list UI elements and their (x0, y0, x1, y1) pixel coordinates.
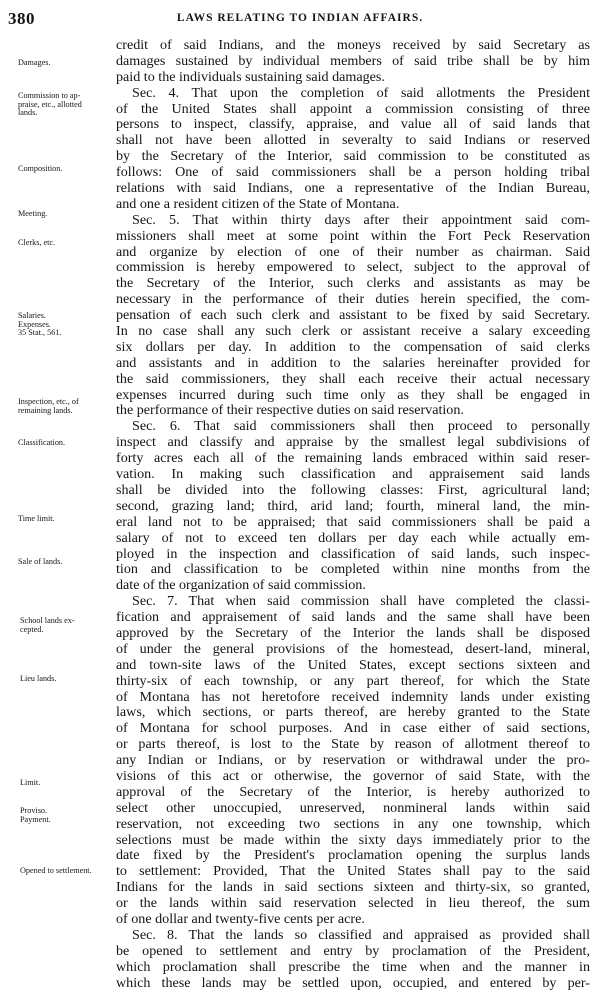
text-line: which these lands may be settled upon, occupied, and entered by per- (116, 974, 590, 991)
text-line: or parts thereof, is lost to the State by reason of allotment thereof to (116, 736, 590, 753)
text-line: and one a resident citizen of the State of Montana. (116, 195, 400, 212)
text-line: salary of not to exceed ten dollars per day each while actually em- (116, 529, 590, 546)
text-line: commission is hereby empowered to select, subject to the approval of (116, 259, 590, 276)
margin-note: Commission to ap- praise, etc., allotted lands. (18, 91, 82, 118)
margin-note: Opened to settlement. (20, 866, 92, 875)
text-line: approved by the Secretary of the Interior the lands shall be disposed (116, 624, 590, 641)
text-line: any Indian or Indians, or by reservation or withdrawal under the pro- (116, 752, 590, 769)
body-text (116, 38, 590, 991)
text-line: or the lands within said reservation selected in lieu thereof, the sum (116, 895, 590, 912)
text-line: by the Secretary of the Interior, said commission to be constituted as (116, 148, 590, 165)
text-line: of one dollar and twenty-five cents per acre. (116, 910, 365, 927)
text-line: six dollars per day. In addition to the compensation of said clerks (116, 338, 590, 355)
margin-note: Sale of lands. (18, 557, 63, 566)
text-line: eral land not to be appraised; that said commissioners shall be paid a (116, 513, 590, 530)
margin-note: Limit. (20, 778, 41, 787)
text-line: date fixed by the President's proclamation opening the surplus lands (116, 847, 590, 864)
text-line: the said commissioners, they shall each receive their actual necessary (116, 370, 590, 387)
text-line: of Montana for school purposes. And in case either of said sections, (116, 720, 590, 737)
text-line: Indians for the lands in said sections sixteen and thirty-six, so granted, (116, 879, 590, 896)
text-line: be opened to settlement and entry by proclamation of the President, (116, 942, 590, 959)
margin-note: Inspection, etc., of remaining lands. (18, 397, 79, 415)
margin-note: Damages. (18, 58, 51, 67)
margin-note: Meeting. (18, 209, 48, 218)
text-line: laws, which sections, or parts thereof, are hereby granted to the State (116, 704, 590, 721)
margin-note: Time limit. (18, 514, 55, 523)
text-line: which proclamation shall prescribe the time when and the manner in (116, 958, 590, 975)
text-line: necessary in the performance of their duties herein specified, the com- (116, 291, 590, 308)
text-line: second, grazing land; third, arid land; fourth, mineral land, the min- (116, 497, 590, 514)
text-line: Sec. 7. That when said commission shall have completed the classi- (132, 593, 590, 610)
margin-note: Lieu lands. (20, 674, 57, 683)
text-line: follows: One of said commissioners shall be a person holding tribal (116, 164, 590, 181)
running-head: LAWS RELATING TO INDIAN AFFAIRS. (176, 12, 424, 24)
text-line: the performance of their respective duties on said reservation. (116, 402, 464, 419)
text-line: tion and classification to be completed within nine months from the (116, 561, 590, 578)
text-line: date of the organization of said commission. (116, 577, 366, 594)
margin-note: Composition. (18, 164, 63, 173)
text-line: ployed in the inspection and classification of said lands, such inspec- (116, 545, 590, 562)
page-number: 380 (8, 9, 35, 28)
text-line: missioners shall meet at some point within the Fort Peck Reservation (116, 227, 590, 244)
text-line: pensation of each such clerk and assistant to be fixed by said Secretary. (116, 307, 590, 324)
text-line: select other unoccupied, unreserved, nonmineral lands within said (116, 799, 590, 816)
text-line: paid to the individuals sustaining said damages. (116, 68, 385, 85)
margin-note: Proviso. Payment. (20, 806, 51, 824)
text-line: shall be divided into the following classes: First, agricultural land; (116, 481, 590, 498)
text-line: and assistants and in addition to the salaries hereinafter provided for (116, 354, 590, 371)
text-line: to settlement: Provided, That the United States shall pay to the said (116, 863, 590, 880)
text-line: approval of the Secretary of the Interior, is hereby authorized to (116, 783, 590, 800)
text-line: expenses incurred during such time only as they shall be engaged in (116, 386, 590, 403)
text-line: Sec. 6. That said commissioners shall then proceed to personally (132, 418, 590, 435)
text-line: of the United States shall appoint a commission consisting of three (116, 100, 590, 117)
text-line: damages sustained by individual members of said tribe shall be by him (116, 52, 590, 69)
margin-note: School lands ex- cepted. (20, 616, 75, 634)
text-line: and organize by election of one of their number as chairman. Said (116, 243, 590, 260)
text-line: fication and appraisement of said lands and the same shall have been (116, 609, 590, 626)
text-line: credit of said Indians, and the moneys received by said Secretary as (116, 37, 590, 53)
margin-note: Clerks, etc. (18, 238, 56, 247)
text-line: In no case shall any such clerk or assistant receive a salary exceeding (116, 323, 590, 340)
text-line: and town-site laws of the United States, except sections sixteen and (116, 656, 590, 673)
text-line: selections must be made within the sixty days immediately prior to the (116, 831, 590, 848)
margin-note: Classification. (18, 438, 66, 447)
text-line: inspect and classify and appraise by the smallest legal subdivisions of (116, 434, 590, 451)
text-line: forty acres each all of the remaining lands embraced within said reser- (116, 450, 590, 467)
text-line: reservation, not exceeding two sections in any one township, which (116, 815, 590, 832)
text-line: persons to inspect, classify, appraise, and value all of said lands that (116, 116, 590, 133)
margin-note: Salaries. Expenses. 35 Stat., 561. (18, 311, 62, 338)
text-line: vation. In making such classification and appraisement said lands (116, 466, 590, 483)
text-line: Sec. 4. That upon the completion of said allotments the President (132, 84, 590, 101)
text-line: the Secretary of the Interior, such clerks and assistants as may be (116, 275, 590, 292)
text-line: of Montana has not heretofore received indemnity lands under existing (116, 688, 590, 705)
text-line: shall not have been allotted in severalty to said Indians or reserved (116, 132, 590, 149)
text-line: Sec. 5. That within thirty days after their appointment said com- (132, 211, 590, 228)
text-line: Sec. 8. That the lands so classified and appraised as provided shall (132, 926, 590, 943)
text-line: relations with said Indians, one a representative of the Indian Bureau, (116, 180, 590, 197)
text-line: visions of this act or otherwise, the governor of said State, with the (116, 767, 590, 784)
text-line: thirty-six of each township, or any part thereof, for which the State (116, 672, 590, 689)
text-line: of under the general provisions of the homestead, desert-land, mineral, (116, 640, 590, 657)
